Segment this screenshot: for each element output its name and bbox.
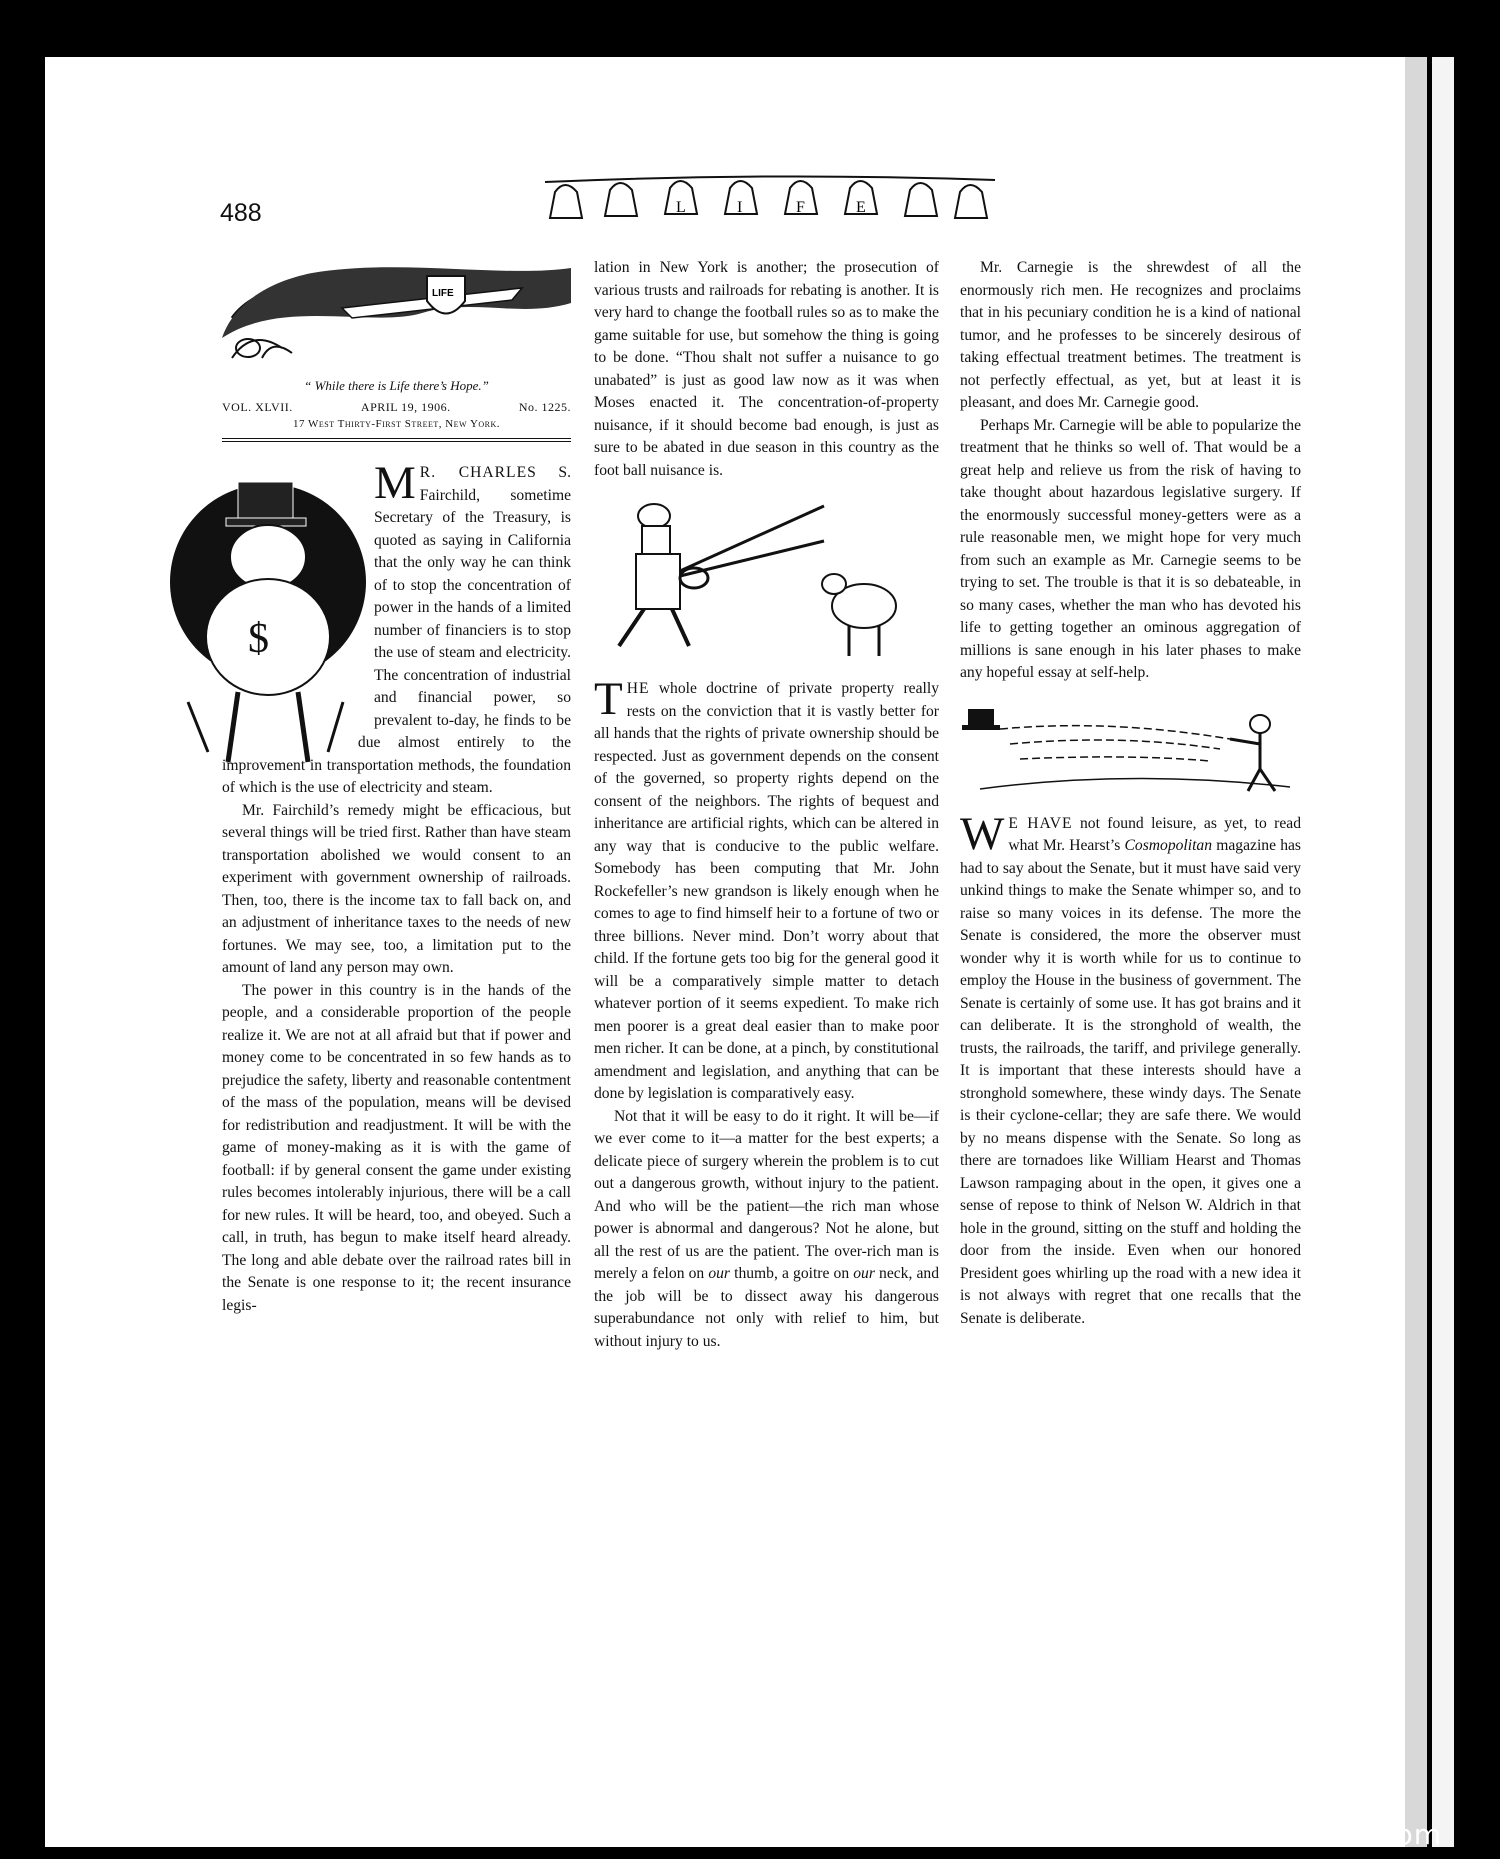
text-run: not found leisure, as yet, to read what Mr. Hearst’s xyxy=(1008,814,1301,854)
motto: “ While there is Life there’s Hope.” xyxy=(304,378,489,393)
masthead-letter: F xyxy=(796,199,805,216)
paragraph: The power in this country is in the hands of the people, and a considerable proportion of the people realize it. We are not at all afraid but that if power and money come to be concentrated in so few hands as to prejudice the safety, liberty and reasonable contentment of the mass of the population, means will be devised for redistribution and readjustment. It will be with the game of money-making as it is with the game of football: if by general consent the game under existing rules becomes intolerably injurious, there will be a call for new rules. It will be heard, too, and obeyed. Such a call, in truth, has begun to make itself heard already. The long and able debate over the railroad rates bill in the Senate is one response to it; the recent insurance legis- xyxy=(222,981,571,1314)
page-number: 488 xyxy=(220,199,262,227)
lead-paragraph xyxy=(222,457,571,800)
text-run: magazine has had to say about the Senate, but it must have said very unkind things to make the Senate whimper so, and to raise so many voices in its defense. The more the Senate is considered, the more the observer must wonder why it is worth while for us to continue to employ the House in the business of government. The Senate is certainly of some use. It has got brains and it can deliberate. It is the stronghold of wealth, the trusts, the railroads, the tariff, and privilege generally. It is important that these interests should have a stronghold somewhere, these windy days. The Senate is their cyclone-cellar; they are safe there. We would by no means dispense with the Senate. So long as there are tornadoes like William Hearst and Thomas Lawson rampaging about in the open, it gives one a sense of repose to think of Nelson W. Aldrich in that hole in the ground, sitting on the stuff and holding the door from the inside. Even when our honored President goes whirling up the road with a new idea it is not always with regret that one recalls that the Senate is deliberate. xyxy=(960,837,1301,1327)
dropcap: M xyxy=(374,457,416,509)
masthead-letter: I xyxy=(737,199,743,216)
column-2 xyxy=(594,257,939,1353)
scissors-and-lamb-cartoon xyxy=(594,496,939,668)
paragraph: Perhaps Mr. Carnegie will be able to popularize the treatment that he thinks so well of. That would be a great help and relieve us from the risk of having to take thought about hazardous legislative surgery. If the enormously successful money-getters were as a rule reasonable men, we might hope for very much from such an example as Mr. Carnegie seems to be trying to set. The trouble is that it is so debateable, in so many cases, whether the man who has devoted his life to getting together an ominous aggregation of millions is sane enough in his later phases to make any hopeful essay at self-help. xyxy=(960,416,1301,681)
editorial-header xyxy=(222,258,571,442)
masthead-letter: L xyxy=(676,199,686,216)
shield-text: LIFE xyxy=(432,288,454,299)
watermark: comicbooks.com xyxy=(1193,1818,1442,1851)
spine-shadow xyxy=(1454,57,1500,1847)
emphasis: our xyxy=(853,1265,875,1282)
column-3 xyxy=(960,257,1301,1330)
svg-text:$: $ xyxy=(248,616,269,662)
header-rule xyxy=(222,438,571,442)
lead-text: whole doctrine of private property really rests on the conviction that it is vastly better for all hands that the rights of private ownership should be respected. Just as government depends on the consent of the governed, so property rights depend on the consent of the neighbors. The rights of bequest and inheritance are artificial rights, which can be altered in any way that is conducive to the public welfare. Somebody has been computing that Mr. John Rockefeller’s new grandson is likely enough when he comes to age to find himself heir to a fortune of two or three billions. Never mind. Don’t worry about that child. If the fortune gets too big for the general good it will be a comparatively simple matter to detach whatever portion of it seems expedient. To make rich men poorer is a great deal easier than to make poor men richer. It can be done, at a pinch, by constitutional amendment and legislation, and anything that can be done by legislation is comparatively easy. xyxy=(594,680,939,1102)
financier-cartoon xyxy=(168,462,368,782)
paragraph: lation in New York is another; the prosecution of various trusts and railroads for rebating is another. It is very hard to change the football rules so as to make the game suitable for use, but somehow the thing is going to be done. “Thou shalt not suffer a nuisance to go unabated” is just as good law now as it was when Moses enacted it. The concentration-of-property nuisance, if it should become bad enough, is just as sure to be abated in due season in this country as the foot ball nuisance is. xyxy=(594,259,939,479)
paragraph: Mr. Fairchild’s remedy might be efficacious, but several things will be tried first. Rather than have steam transportation abolished we would consent to an experiment with government ownership of railroads. Then, too, there is the income tax to fall back on, and an adjustment of inheritance taxes to the needs of new fortunes. We may see, too, a limitation put to the amount of land any person may own. xyxy=(222,801,571,976)
lead-caps: E HAVE xyxy=(1008,814,1073,832)
issue-number: No. 1225. xyxy=(518,400,571,414)
issue-date: APRIL 19, 1906. xyxy=(360,400,451,414)
paragraph xyxy=(960,807,1301,1331)
paragraph xyxy=(594,1106,939,1354)
header-illustration xyxy=(222,258,571,368)
volume-line xyxy=(222,400,571,415)
whirlwind-cartoon xyxy=(960,699,1301,799)
paragraph xyxy=(594,673,939,1106)
emphasis: our xyxy=(708,1265,730,1282)
column-1 xyxy=(222,457,571,1317)
masthead-letter: E xyxy=(856,199,866,216)
publisher-address: 17 West Thirty-First Street, New York. xyxy=(292,418,501,430)
volume-number: VOL. XLVII. xyxy=(222,400,293,414)
text-run: neck, and the job will be to dissect away his dangerous superabundance not only with relief to him, but without injury to us. xyxy=(594,1265,940,1350)
masthead-bells-illustration xyxy=(540,170,1000,240)
text-run: thumb, a goitre on xyxy=(734,1265,850,1282)
page-edge xyxy=(1432,57,1454,1847)
dropcap: T xyxy=(594,673,623,725)
emphasis: Cosmopolitan xyxy=(1124,837,1213,854)
lead-text: S. Fairchild, sometime Secretary of the Treasury, is quoted as saying in California that the only way he can think of to stop the concentration of power in the hands of a limited number of financiers is to stop the use of steam and electricity. The concentration of industrial and financial power, so prevalent to-day, he finds to be due almost entirely to the improvement in transportation methods, the foundation of which is the use of electricity and steam. xyxy=(222,464,571,796)
text-run: Not that it will be easy to do it right. It will be—if we ever come to it—a matter for the best experts; a delicate piece of surgery wherein the problem is to cut out a dangerous growth, without injury to the patient. And who will be the patient—the rich man whose power is abnormal and dangerous? Not he alone, but all the rest of us are the patient. The over-rich man is merely a felon on xyxy=(594,1107,939,1282)
paragraph: Mr. Carnegie is the shrewdest of all the enormously rich men. He recognizes and proclaims that in his pecuniary condition he is a kind of national tumor, and he professes to be sincerely desirous of taking effectual treatment betimes. The treatment is not perfectly effectual, as yet, but at least it is pleasant, and does Mr. Carnegie good. xyxy=(960,259,1301,411)
lead-caps: HE xyxy=(626,680,650,697)
lead-caps: R. CHARLES xyxy=(419,464,537,481)
dropcap: W xyxy=(960,807,1005,860)
